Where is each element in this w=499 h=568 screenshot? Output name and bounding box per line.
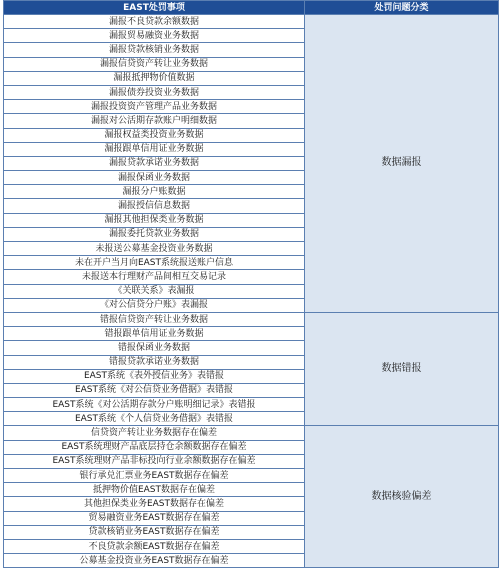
penalty-item-cell: 《关联关系》表漏报 [4, 284, 305, 298]
penalty-item-cell: 贸易融资业务EAST数据存在偏差 [4, 511, 305, 525]
penalty-item-cell: 漏报债券投资业务数据 [4, 85, 305, 99]
table-row [4, 426, 499, 440]
header-row [4, 1, 499, 15]
penalty-item-cell: 漏报对公活期存款账户明细数据 [4, 114, 305, 128]
penalty-item-cell: 未报送公募基金投资业务数据 [4, 242, 305, 256]
penalty-item-cell: EAST系统理财产品底层持仓余额数据存在偏差 [4, 440, 305, 454]
penalty-item-cell: 漏报贷款核销业务数据 [4, 43, 305, 57]
penalty-item-cell: 漏报分户账数据 [4, 185, 305, 199]
penalty-item-cell: 漏报授信信息数据 [4, 199, 305, 213]
penalty-item-cell: 错报信贷资产转让业务数据 [4, 312, 305, 326]
table-body [4, 15, 499, 568]
penalty-item-cell: 漏报贷款承诺业务数据 [4, 156, 305, 170]
penalty-item-cell: 漏报投资资产管理产品业务数据 [4, 100, 305, 114]
penalty-item-cell: 银行承兑汇票业务EAST数据存在偏差 [4, 469, 305, 483]
penalty-item-cell: 《对公信贷分户账》表漏报 [4, 298, 305, 312]
penalty-item-cell: 公募基金投资业务EAST数据存在偏差 [4, 554, 305, 568]
category-cell: 数据核验偏差 [305, 426, 499, 568]
penalty-item-cell: 漏报抵押物价值数据 [4, 71, 305, 85]
penalty-item-cell: 漏报贸易融资业务数据 [4, 29, 305, 43]
penalty-item-cell: 漏报其他担保类业务数据 [4, 213, 305, 227]
penalty-item-cell: 未在开户当月向EAST系统报送账户信息 [4, 256, 305, 270]
penalty-item-cell: 漏报不良贷款余额数据 [4, 15, 305, 29]
penalty-item-cell: 不良贷款余额EAST数据存在偏差 [4, 539, 305, 553]
penalty-item-cell: 错报贷款承诺业务数据 [4, 355, 305, 369]
category-cell: 数据漏报 [305, 15, 499, 313]
penalty-item-cell: 漏报权益类投资业务数据 [4, 128, 305, 142]
penalty-item-cell: EAST系统《对公活期存款分户账明细记录》表错报 [4, 398, 305, 412]
penalty-item-cell: EAST系统《个人信贷业务借据》表错报 [4, 412, 305, 426]
penalty-item-cell: 错报跟单信用证业务数据 [4, 327, 305, 341]
table-row [4, 15, 499, 29]
penalty-item-cell: 漏报信贷资产转让业务数据 [4, 57, 305, 71]
penalty-item-cell: EAST系统《表外授信业务》表错报 [4, 369, 305, 383]
header-penalty-item: EAST处罚事项 [4, 1, 305, 15]
table-row [4, 312, 499, 326]
penalty-item-cell: 抵押物价值EAST数据存在偏差 [4, 483, 305, 497]
penalty-item-cell: 漏报保函业务数据 [4, 171, 305, 185]
penalty-item-cell: 其他担保类业务EAST数据存在偏差 [4, 497, 305, 511]
penalty-item-cell: 漏报跟单信用证业务数据 [4, 142, 305, 156]
penalty-item-cell: 未报送本行理财产品间相互交易记录 [4, 270, 305, 284]
category-cell: 数据错报 [305, 312, 499, 426]
penalty-item-cell: EAST系统理财产品非标投向行业余额数据存在偏差 [4, 454, 305, 468]
penalty-item-cell: 贷款核销业务EAST数据存在偏差 [4, 525, 305, 539]
penalty-item-cell: EAST系统《对公信贷业务借据》表错报 [4, 383, 305, 397]
penalty-item-cell: 信贷资产转让业务数据存在偏差 [4, 426, 305, 440]
penalty-item-cell: 错报保函业务数据 [4, 341, 305, 355]
header-problem-category: 处罚问题分类 [305, 1, 499, 15]
penalty-table [3, 0, 499, 568]
penalty-item-cell: 漏报委托贷款业务数据 [4, 227, 305, 241]
